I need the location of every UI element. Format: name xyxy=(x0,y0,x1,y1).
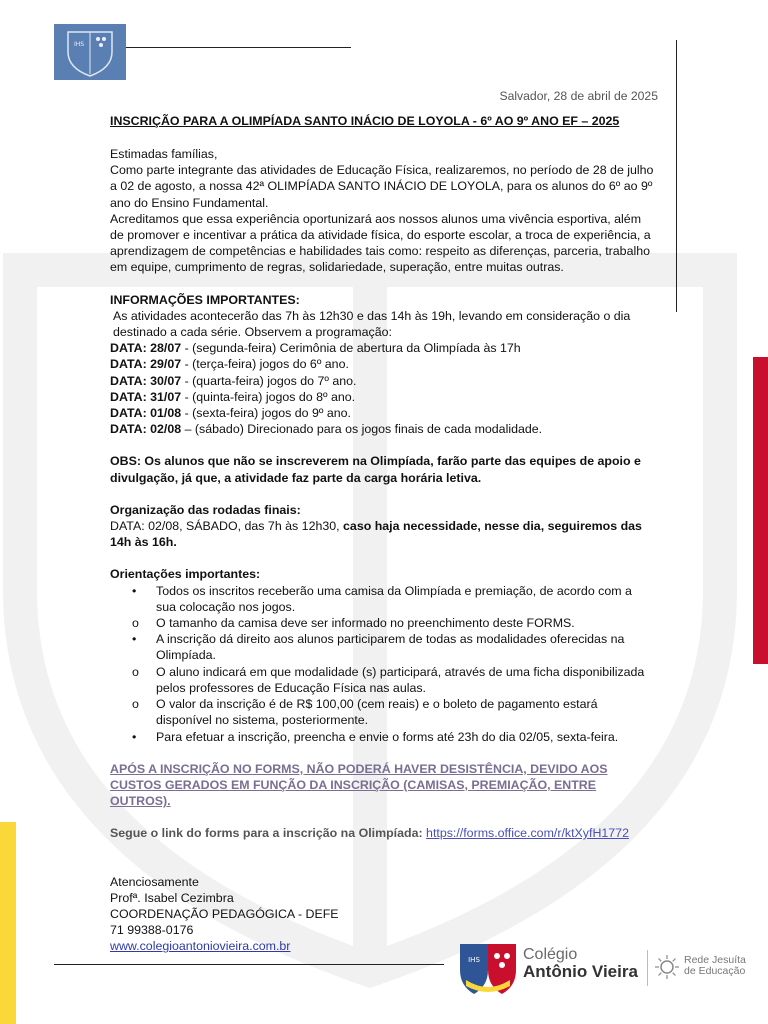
schedule-row xyxy=(110,373,655,389)
forms-line xyxy=(110,825,655,841)
header-rule xyxy=(126,47,351,48)
closing: Atenciosamente xyxy=(110,874,199,889)
website-link[interactable]: www.colegioantoniovieira.com.br xyxy=(110,939,291,954)
bullet-icon: o xyxy=(132,697,139,712)
orientations-list xyxy=(110,583,655,745)
finals-heading: Organização das rodadas finais: xyxy=(110,502,301,517)
schedule-desc: - (quarta-feira) jogos do 7º ano. xyxy=(181,373,357,388)
schedule-date: DATA: 28/07 xyxy=(110,341,182,356)
finals-note: caso haja necessidade, nesse dia, seguiremos das 14h às 16h. xyxy=(110,519,642,550)
forms-label: Segue o link do forms para a inscrição na Olimpíada: xyxy=(110,826,427,841)
schedule-row xyxy=(110,340,655,356)
footer-rule xyxy=(54,964,444,965)
sun-icon xyxy=(654,954,680,980)
list-item-text: O valor da inscrição é de R$ 100,00 (cem reais) e o boleto de pagamento estará disponível no sistema, posteriormente. xyxy=(156,697,598,728)
yellow-accent-bar xyxy=(0,822,16,1024)
list-item xyxy=(132,583,655,615)
crest-seal-text: IHS xyxy=(73,41,85,48)
schedule-row xyxy=(110,356,655,372)
schedule-date: DATA: 31/07 xyxy=(110,389,182,404)
schedule-desc: - (sexta-feira) jogos do 9º ano. xyxy=(181,406,351,421)
schedule-date: DATA: 30/07 xyxy=(110,373,182,388)
vertical-rule xyxy=(676,40,677,312)
list-item-text: O aluno indicará em que modalidade (s) participará, através de uma ficha disponibilizada pelos professores de Educação Física nas aulas. xyxy=(156,664,645,695)
red-accent-bar xyxy=(753,357,768,664)
forms-link[interactable]: https://forms.office.com/r/ktXyfH1772 xyxy=(426,826,629,841)
obs-note: OBS: Os alunos que não se inscreverem na Olimpíada, farão parte das equipes de apoio e divulgação, já que, a atividade faz parte da carga horária letiva. xyxy=(110,454,641,485)
list-item-text: Para efetuar a inscrição, preencha e envie o forms até 23h do dia 02/05, sexta-feira. xyxy=(156,729,619,744)
bullet-icon: • xyxy=(132,583,137,598)
info-text: As atividades acontecerão das 7h às 12h30 e das 14h às 19h, levando em consideração o dia destinado a cada série. Observem a programação: xyxy=(113,308,631,340)
school-crest-logo xyxy=(54,24,126,80)
schedule-date: DATA: 01/08 xyxy=(110,406,182,421)
warning-notice: APÓS A INSCRIÇÃO NO FORMS, NÃO PODERÁ HAVER DESISTÊNCIA, DEVIDO AOS CUSTOS GERADOS EM FUNÇÃO DA INSCRIÇÃO (CAMISAS, PREMIAÇÃO, ENTRE OUTROS). xyxy=(110,761,608,809)
info-heading: INFORMAÇÕES IMPORTANTES: xyxy=(110,292,300,307)
intro-paragraph-1: Como parte integrante das atividades de Educação Física, realizaremos, no período de 28 de julho a 02 de agosto, a nossa 42ª OLIMPÍADA SANTO INÁCIO DE LOYOLA, para os alunos do 6º ao 9º ano do Ensino Fundamental. xyxy=(110,163,654,210)
list-item xyxy=(132,664,655,696)
document-title: INSCRIÇÃO PARA A OLIMPÍADA SANTO INÁCIO DE LOYOLA - 6º AO 9º ANO EF – 2025 xyxy=(110,114,620,128)
document-date: Salvador, 28 de abril de 2025 xyxy=(499,89,658,103)
list-item xyxy=(132,729,655,745)
network-line-1: Rede Jesuíta xyxy=(684,954,746,966)
list-item xyxy=(132,615,655,631)
greeting: Estimadas famílias, xyxy=(110,147,218,161)
department: COORDENAÇÃO PEDAGÓGICA - DEFE xyxy=(110,906,339,921)
bullet-icon: • xyxy=(132,632,137,647)
network-line-2: de Educação xyxy=(684,965,746,977)
schedule-row xyxy=(110,421,655,437)
finals-text xyxy=(110,518,655,550)
phone: 71 99388-0176 xyxy=(110,923,194,938)
finals-date: DATA: 02/08, SÁBADO, das 7h às 12h30, xyxy=(110,519,344,534)
shield-icon xyxy=(456,940,520,996)
list-item-text: Todos os inscritos receberão uma camisa da Olimpíada e premiação, de acordo com a sua colocação nos jogos. xyxy=(156,583,632,614)
schedule-desc: - (segunda-feira) Cerimônia de abertura da Olimpíada às 17h xyxy=(181,341,521,356)
schedule-desc: - (terça-feira) jogos do 6º ano. xyxy=(181,357,349,372)
list-item xyxy=(132,696,655,728)
intro-paragraph-2: Acreditamos que essa experiência oportunizará aos nossos alunos uma vivência esportiva, além de promover e incentivar a prática da atividade física, do esporte escolar, a troca de experiência, a aprendizagem de competências e habilidades tais como: respeito as diferenças, parceria, trabalho em equipe, cumprimento de regras, solidariedade, superação, entre muitas outras. xyxy=(110,211,651,275)
footer-logo xyxy=(456,940,754,996)
list-item xyxy=(132,631,655,663)
logo-line-2: Antônio Vieira xyxy=(523,962,638,981)
schedule-desc: – (sábado) Direcionado para os jogos finais de cada modalidade. xyxy=(181,422,543,437)
document-body xyxy=(110,146,655,955)
bullet-icon: • xyxy=(132,729,137,744)
list-item-text: A inscrição dá direito aos alunos participarem de todas as modalidades oferecidas na Olimpíada. xyxy=(156,632,625,663)
bullet-icon: o xyxy=(132,616,139,631)
schedule-list xyxy=(110,340,655,437)
shield-seal-text: IHS xyxy=(468,956,480,964)
schedule-date: DATA: 29/07 xyxy=(110,357,182,372)
schedule-desc: - (quinta-feira) jogos do 8º ano. xyxy=(181,389,356,404)
logo-line-1: Colégio xyxy=(523,946,578,963)
bullet-icon: o xyxy=(132,664,139,679)
logo-separator xyxy=(647,950,648,986)
list-item-text: O tamanho da camisa deve ser informado no preenchimento deste FORMS. xyxy=(156,616,575,631)
orientations-heading: Orientações importantes: xyxy=(110,567,261,582)
schedule-row xyxy=(110,389,655,405)
schedule-date: DATA: 02/08 xyxy=(110,422,182,437)
signatory-name: Profª. Isabel Cezimbra xyxy=(110,890,234,905)
schedule-row xyxy=(110,405,655,421)
